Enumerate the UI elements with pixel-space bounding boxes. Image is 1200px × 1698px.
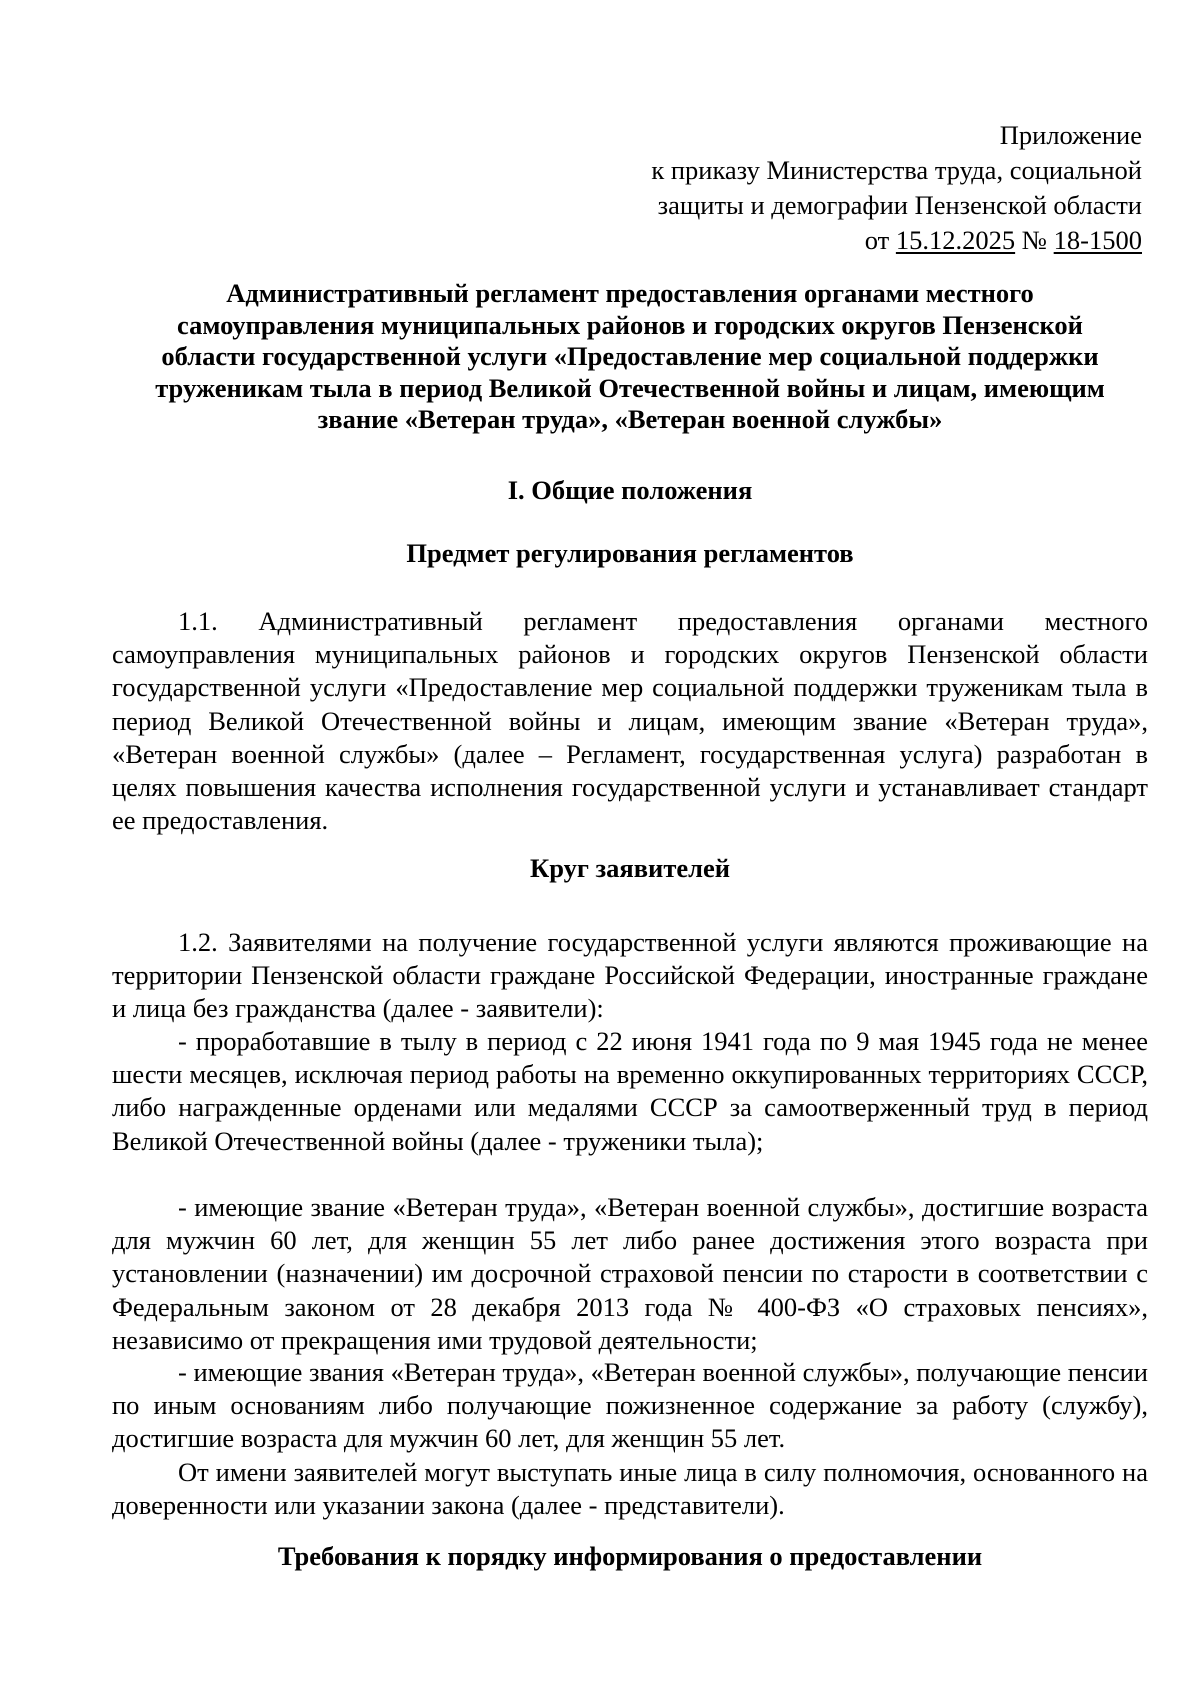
title-line-2: самоуправления муниципальных районов и городских округов Пензенской xyxy=(177,309,1083,340)
subheading-informing: Требования к порядку информирования о предоставлении xyxy=(277,1541,983,1571)
document-title xyxy=(112,278,1148,436)
paragraph-1-1: 1.1. Административный регламент предоставления органами местного самоуправления муниципальных районов и городских округов Пензенской области государственной услуги «Предоставление мер социальной поддержки труженикам тыла в период Великой Отечественной войны и лицам, имеющим звание «Ветеран труда», «Ветеран военной службы» (далее – Регламент, государственная услуга) разработан в целях повышения качества исполнения государственной услуги и устанавливает стандарт ее предоставления. xyxy=(112,606,1148,836)
date-prefix: от xyxy=(864,225,896,255)
appendix-order-line: к приказу Министерства труда, социальной xyxy=(651,155,1142,185)
applicant-item-veterans-pension: - имеющие звания «Ветеран труда», «Ветеран военной службы», получающие пенсии по иным основаниям либо получающие пожизненное содержание за работу (службу), достигшие возраста для мужчин 60 лет, для женщин 55 лет. xyxy=(112,1357,1148,1454)
title-line-1: Административный регламент предоставления органами местного xyxy=(226,278,1034,308)
appendix-label: Приложение xyxy=(999,120,1142,150)
applicant-item-veterans-age: - имеющие звание «Ветеран труда», «Ветеран военной службы», достигшие возраста для мужчин 60 лет, для женщин 55 лет либо ранее достижения этого возраста при установлении (назначении) им досрочной страховой пенсии по старости в соответствии с Федеральным законом от 28 декабря 2013 года № 400-ФЗ «О страховых пенсиях», независимо от прекращения ими трудовой деятельности; xyxy=(112,1192,1148,1355)
order-date: 15.12.2025 xyxy=(895,225,1016,255)
title-line-4: труженикам тыла в период Великой Отечественной войны и лицам, имеющим xyxy=(155,372,1105,403)
order-number: 18-1500 xyxy=(1053,225,1142,255)
appendix-date-number-line xyxy=(502,223,1142,258)
appendix-header xyxy=(502,118,1142,258)
paragraph-1-2: 1.2. Заявителями на получение государственной услуги являются проживающие на территории Пензенской области граждане Российской Федерации, иностранные граждане и лица без гражданства (далее - заявители): xyxy=(112,927,1148,1024)
subheading-applicants: Круг заявителей xyxy=(529,853,730,883)
paragraph-representatives: От имени заявителей могут выступать иные лица в силу полномочия, основанного на доверенности или указании закона (далее - представители). xyxy=(112,1457,1148,1521)
subheading-subject: Предмет регулирования регламентов xyxy=(406,538,854,568)
applicant-item-home-front: - проработавшие в тылу в период с 22 июня 1941 года по 9 мая 1945 года не менее шести месяцев, исключая период работы на временно оккупированных территориях СССР, либо награжденные орденами или медалями СССР за самоотверженный труд в период Великой Отечественной войны (далее - труженики тыла); xyxy=(112,1026,1148,1156)
title-line-3: области государственной услуги «Предоставление мер социальной поддержки xyxy=(161,341,1099,371)
title-line-5: звание «Ветеран труда», «Ветеран военной службы» xyxy=(317,404,943,434)
appendix-ministry-line: защиты и демографии Пензенской области xyxy=(657,190,1142,220)
number-prefix: № xyxy=(1015,225,1054,255)
section-heading-general: I. Общие положения xyxy=(507,475,753,505)
